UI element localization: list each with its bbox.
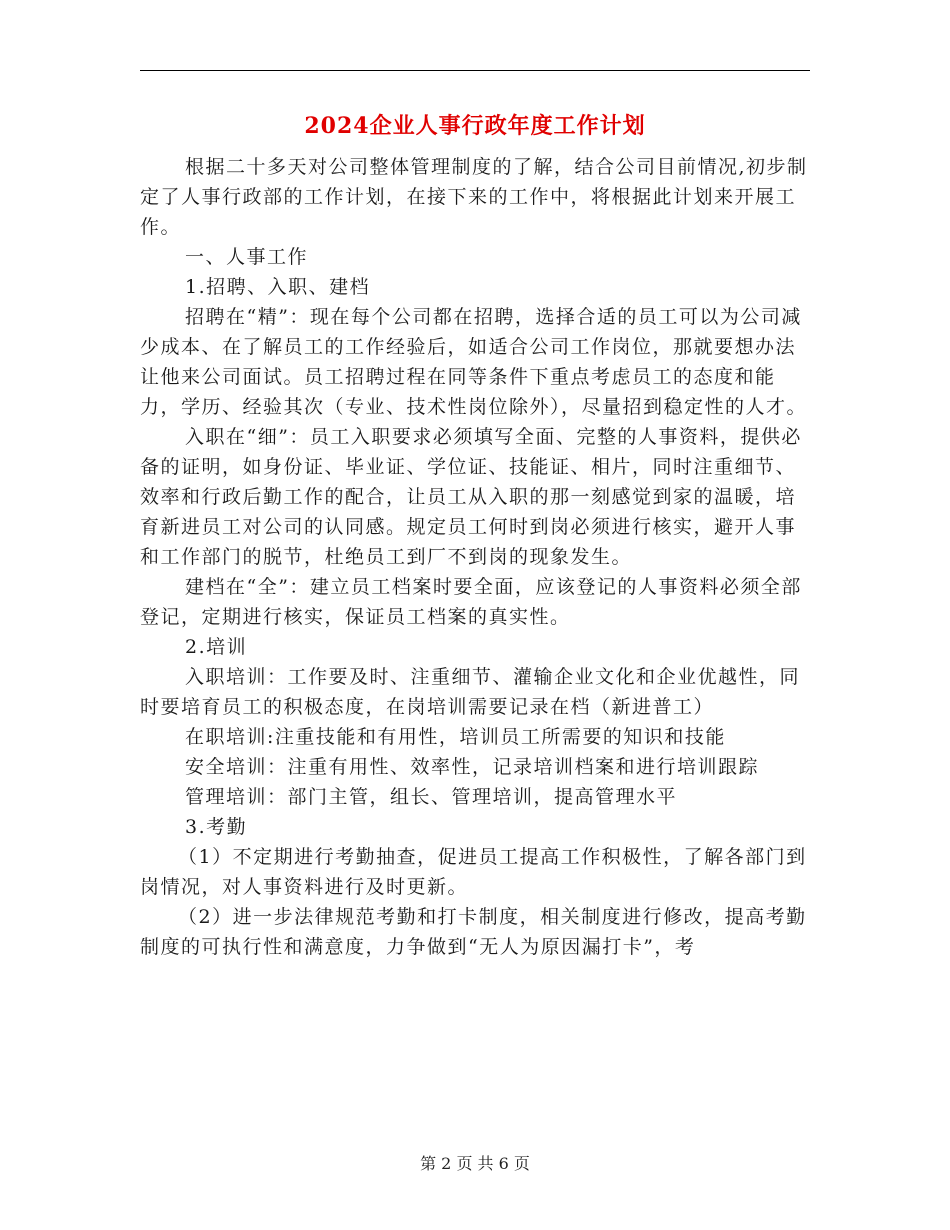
paragraph-intro: 根据二十多天对公司整体管理制度的了解，结合公司目前情况,初步制定了人事行政部的工作计划，在接下来的工作中，将根据此计划来开展工作。	[140, 156, 808, 238]
document-title: 2024企业人事行政年度工作计划	[304, 113, 646, 139]
paragraph-onboarding: 入职在“细”：员工入职要求必须填写全面、完整的人事资料，提供必备的证明，如身份证、毕业证、学位证、技能证、相片，同时注重细节、效率和行政后勤工作的配合，让员工从入职的那一刻感觉到家的温暖，培育新进员工对公司的认同感。规定员工何时到岗必须进行核实，避开人事和工作部门的脱节，杜绝员工到厂不到岗的现象发生。	[140, 426, 802, 568]
paragraph-attendance-1: （1）不定期进行考勤抽查，促进员工提高工作积极性，了解各部门到岗情况，对人事资料进行及时更新。	[140, 846, 807, 898]
header-rule	[140, 70, 810, 71]
page-number: 第 2 页 共 6 页	[420, 1154, 530, 1173]
subheading-attendance: 3.考勤	[185, 816, 248, 838]
paragraph-management-training: 管理培训：部门主管，组长、管理培训，提高管理水平	[185, 786, 678, 808]
subheading-training: 2.培训	[185, 636, 248, 658]
subheading-recruitment: 1.招聘、入职、建档	[185, 276, 371, 298]
paragraph-induction-training: 入职培训：工作要及时、注重细节、灌输企业文化和企业优越性，同时要培育员工的积极态度，在岗培训需要记录在档（新进普工）	[140, 666, 801, 718]
paragraph-recruitment: 招聘在“精”：现在每个公司都在招聘，选择合适的员工可以为公司减少成本、在了解员工的工作经验后，如适合公司工作岗位，那就要想办法让他来公司面试。员工招聘过程在同等条件下重点考虑员工的态度和能力，学历、经验其次（专业、技术性岗位除外），尽量招到稳定性的人才。	[140, 306, 808, 418]
page-footer	[0, 1152, 950, 1176]
paragraph-filing: 建档在“全”：建立员工档案时要全面，应该登记的人事资料必须全部登记，定期进行核实，保证员工档案的真实性。	[140, 576, 802, 628]
paragraph-inservice-training: 在职培训:注重技能和有用性，培训员工所需要的知识和技能	[185, 726, 726, 748]
document-body	[140, 152, 812, 962]
paragraph-attendance-2: （2）进一步法律规范考勤和打卡制度，相关制度进行修改，提高考勤制度的可执行性和满意度，力争做到“无人为原因漏打卡”，考	[140, 906, 807, 958]
section-heading-personnel: 一、人事工作	[185, 246, 309, 268]
paragraph-safety-training: 安全培训：注重有用性、效率性，记录培训档案和进行培训跟踪	[185, 756, 760, 778]
